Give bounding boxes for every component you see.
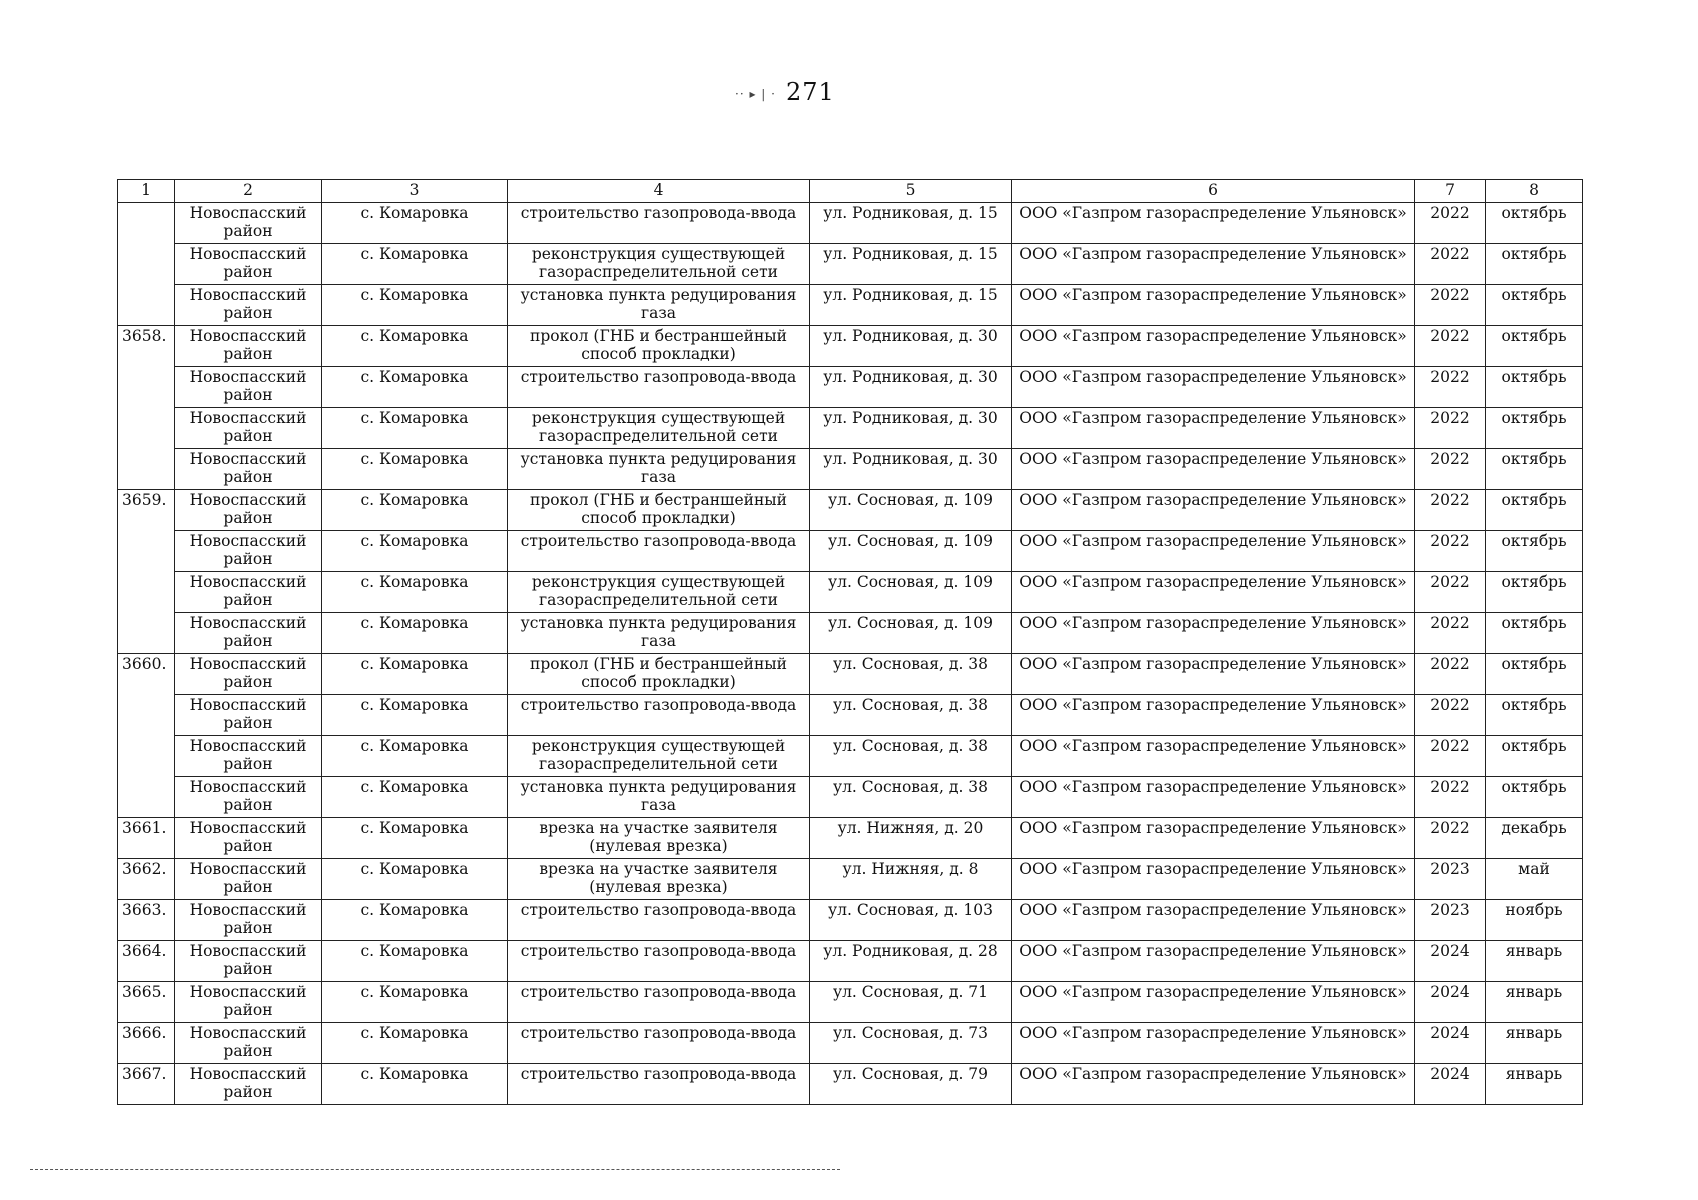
cell-settlement: с. Комаровка — [322, 367, 508, 408]
cell-organization: ООО «Газпром газораспределение Ульяновск» — [1012, 654, 1415, 695]
cell-organization: ООО «Газпром газораспределение Ульяновск» — [1012, 1064, 1415, 1105]
cell-organization: ООО «Газпром газораспределение Ульяновск» — [1012, 613, 1415, 654]
cell-month: октябрь — [1486, 244, 1583, 285]
cell-organization: ООО «Газпром газораспределение Ульяновск» — [1012, 285, 1415, 326]
cell-settlement: с. Комаровка — [322, 203, 508, 244]
cell-year: 2022 — [1415, 572, 1486, 613]
cell-settlement: с. Комаровка — [322, 531, 508, 572]
cell-district: Новоспасский район — [175, 818, 322, 859]
page-bottom-rule — [30, 1169, 840, 1170]
cell-work: прокол (ГНБ и бестраншейный способ прокладки) — [508, 326, 810, 367]
cell-district: Новоспасский район — [175, 695, 322, 736]
cell-organization: ООО «Газпром газораспределение Ульяновск» — [1012, 859, 1415, 900]
cell-organization: ООО «Газпром газораспределение Ульяновск» — [1012, 900, 1415, 941]
table-row — [118, 654, 1583, 695]
cell-work: установка пункта редуцирования газа — [508, 285, 810, 326]
table-row — [118, 695, 1583, 736]
cell-month: октябрь — [1486, 736, 1583, 777]
cell-year: 2022 — [1415, 777, 1486, 818]
cell-organization: ООО «Газпром газораспределение Ульяновск» — [1012, 736, 1415, 777]
cell-settlement: с. Комаровка — [322, 244, 508, 285]
cell-organization: ООО «Газпром газораспределение Ульяновск» — [1012, 203, 1415, 244]
column-header: 7 — [1415, 180, 1486, 203]
page-number — [735, 78, 835, 106]
cell-settlement: с. Комаровка — [322, 982, 508, 1023]
cell-organization: ООО «Газпром газораспределение Ульяновск» — [1012, 941, 1415, 982]
cell-district: Новоспасский район — [175, 408, 322, 449]
cell-address: ул. Нижняя, д. 8 — [810, 859, 1012, 900]
cell-organization: ООО «Газпром газораспределение Ульяновск» — [1012, 244, 1415, 285]
cell-month: ноябрь — [1486, 900, 1583, 941]
cell-work: установка пункта редуцирования газа — [508, 777, 810, 818]
cell-year: 2022 — [1415, 367, 1486, 408]
cell-address: ул. Родниковая, д. 30 — [810, 326, 1012, 367]
cell-month: октябрь — [1486, 408, 1583, 449]
cell-district: Новоспасский район — [175, 736, 322, 777]
cell-district: Новоспасский район — [175, 203, 322, 244]
cell-year: 2022 — [1415, 408, 1486, 449]
table-row — [118, 490, 1583, 531]
cell-number: 3659. — [118, 490, 175, 654]
cell-settlement: с. Комаровка — [322, 941, 508, 982]
cell-address: ул. Сосновая, д. 73 — [810, 1023, 1012, 1064]
cell-work: прокол (ГНБ и бестраншейный способ прокладки) — [508, 490, 810, 531]
cell-work: реконструкция существующей газораспределительной сети — [508, 408, 810, 449]
cell-month: январь — [1486, 1023, 1583, 1064]
cell-year: 2022 — [1415, 654, 1486, 695]
cell-district: Новоспасский район — [175, 859, 322, 900]
cell-month: январь — [1486, 941, 1583, 982]
cell-district: Новоспасский район — [175, 490, 322, 531]
cell-year: 2022 — [1415, 531, 1486, 572]
table-row — [118, 531, 1583, 572]
column-header: 8 — [1486, 180, 1583, 203]
cell-district: Новоспасский район — [175, 777, 322, 818]
cell-year: 2022 — [1415, 285, 1486, 326]
cell-month: октябрь — [1486, 613, 1583, 654]
cell-month: октябрь — [1486, 531, 1583, 572]
cell-number: 3658. — [118, 326, 175, 490]
cell-month: октябрь — [1486, 777, 1583, 818]
cell-organization: ООО «Газпром газораспределение Ульяновск» — [1012, 408, 1415, 449]
table-row — [118, 326, 1583, 367]
cell-month: октябрь — [1486, 490, 1583, 531]
cell-district: Новоспасский район — [175, 285, 322, 326]
cell-district: Новоспасский район — [175, 941, 322, 982]
column-header: 2 — [175, 180, 322, 203]
cell-district: Новоспасский район — [175, 654, 322, 695]
cell-month: январь — [1486, 982, 1583, 1023]
cell-work: строительство газопровода-ввода — [508, 1064, 810, 1105]
cell-settlement: с. Комаровка — [322, 613, 508, 654]
cell-address: ул. Сосновая, д. 38 — [810, 777, 1012, 818]
cell-district: Новоспасский район — [175, 244, 322, 285]
cell-address: ул. Родниковая, д. 28 — [810, 941, 1012, 982]
table-row — [118, 900, 1583, 941]
column-header: 4 — [508, 180, 810, 203]
cell-year: 2022 — [1415, 818, 1486, 859]
cell-settlement: с. Комаровка — [322, 859, 508, 900]
table-row — [118, 859, 1583, 900]
cell-organization: ООО «Газпром газораспределение Ульяновск» — [1012, 982, 1415, 1023]
cell-work: реконструкция существующей газораспределительной сети — [508, 572, 810, 613]
cell-settlement: с. Комаровка — [322, 572, 508, 613]
cell-settlement: с. Комаровка — [322, 449, 508, 490]
table-row — [118, 777, 1583, 818]
cell-number: 3666. — [118, 1023, 175, 1064]
cell-address: ул. Нижняя, д. 20 — [810, 818, 1012, 859]
cell-month: октябрь — [1486, 695, 1583, 736]
table-row — [118, 285, 1583, 326]
cell-number: 3663. — [118, 900, 175, 941]
cell-year: 2022 — [1415, 695, 1486, 736]
cell-district: Новоспасский район — [175, 1064, 322, 1105]
cell-address: ул. Родниковая, д. 15 — [810, 203, 1012, 244]
cell-address: ул. Сосновая, д. 79 — [810, 1064, 1012, 1105]
cell-organization: ООО «Газпром газораспределение Ульяновск» — [1012, 367, 1415, 408]
cell-year: 2023 — [1415, 900, 1486, 941]
table-row — [118, 203, 1583, 244]
cell-district: Новоспасский район — [175, 449, 322, 490]
cell-number: 3661. — [118, 818, 175, 859]
cell-address: ул. Сосновая, д. 38 — [810, 654, 1012, 695]
cell-address: ул. Сосновая, д. 109 — [810, 531, 1012, 572]
cell-organization: ООО «Газпром газораспределение Ульяновск» — [1012, 1023, 1415, 1064]
table-row — [118, 982, 1583, 1023]
cell-work: установка пункта редуцирования газа — [508, 449, 810, 490]
cell-month: октябрь — [1486, 203, 1583, 244]
cell-month: январь — [1486, 1064, 1583, 1105]
cell-year: 2022 — [1415, 244, 1486, 285]
cell-work: строительство газопровода-ввода — [508, 1023, 810, 1064]
cell-organization: ООО «Газпром газораспределение Ульяновск» — [1012, 531, 1415, 572]
cell-work: строительство газопровода-ввода — [508, 367, 810, 408]
header-row — [118, 180, 1583, 203]
table-row — [118, 1064, 1583, 1105]
cell-settlement: с. Комаровка — [322, 1064, 508, 1105]
cell-number: 3665. — [118, 982, 175, 1023]
cell-address: ул. Сосновая, д. 109 — [810, 572, 1012, 613]
cell-work: врезка на участке заявителя (нулевая врезка) — [508, 818, 810, 859]
cell-work: врезка на участке заявителя (нулевая врезка) — [508, 859, 810, 900]
scan-marks: ·· ▸ | · — [735, 86, 776, 101]
cell-work: строительство газопровода-ввода — [508, 695, 810, 736]
cell-district: Новоспасский район — [175, 572, 322, 613]
cell-settlement: с. Комаровка — [322, 777, 508, 818]
cell-month: октябрь — [1486, 285, 1583, 326]
cell-settlement: с. Комаровка — [322, 818, 508, 859]
cell-address: ул. Родниковая, д. 15 — [810, 285, 1012, 326]
cell-organization: ООО «Газпром газораспределение Ульяновск» — [1012, 572, 1415, 613]
cell-year: 2022 — [1415, 490, 1486, 531]
cell-settlement: с. Комаровка — [322, 695, 508, 736]
cell-organization: ООО «Газпром газораспределение Ульяновск» — [1012, 490, 1415, 531]
cell-settlement: с. Комаровка — [322, 490, 508, 531]
cell-year: 2024 — [1415, 982, 1486, 1023]
column-header: 6 — [1012, 180, 1415, 203]
cell-number: 3660. — [118, 654, 175, 818]
cell-month: декабрь — [1486, 818, 1583, 859]
cell-organization: ООО «Газпром газораспределение Ульяновск» — [1012, 449, 1415, 490]
table-body — [118, 203, 1583, 1105]
cell-month: октябрь — [1486, 326, 1583, 367]
cell-settlement: с. Комаровка — [322, 654, 508, 695]
cell-work: строительство газопровода-ввода — [508, 982, 810, 1023]
cell-year: 2022 — [1415, 203, 1486, 244]
cell-number: 3667. — [118, 1064, 175, 1105]
cell-address: ул. Сосновая, д. 103 — [810, 900, 1012, 941]
cell-month: октябрь — [1486, 572, 1583, 613]
cell-district: Новоспасский район — [175, 613, 322, 654]
cell-district: Новоспасский район — [175, 900, 322, 941]
cell-address: ул. Сосновая, д. 38 — [810, 736, 1012, 777]
table-row — [118, 572, 1583, 613]
cell-settlement: с. Комаровка — [322, 736, 508, 777]
cell-work: реконструкция существующей газораспределительной сети — [508, 736, 810, 777]
cell-work: прокол (ГНБ и бестраншейный способ прокладки) — [508, 654, 810, 695]
table-row — [118, 449, 1583, 490]
table-row — [118, 408, 1583, 449]
cell-year: 2022 — [1415, 613, 1486, 654]
cell-organization: ООО «Газпром газораспределение Ульяновск» — [1012, 777, 1415, 818]
column-header: 1 — [118, 180, 175, 203]
cell-district: Новоспасский район — [175, 531, 322, 572]
cell-work: строительство газопровода-ввода — [508, 941, 810, 982]
cell-year: 2022 — [1415, 736, 1486, 777]
cell-address: ул. Родниковая, д. 15 — [810, 244, 1012, 285]
cell-work: строительство газопровода-ввода — [508, 203, 810, 244]
cell-district: Новоспасский район — [175, 982, 322, 1023]
cell-month: октябрь — [1486, 654, 1583, 695]
cell-number — [118, 203, 175, 326]
cell-settlement: с. Комаровка — [322, 1023, 508, 1064]
cell-work: установка пункта редуцирования газа — [508, 613, 810, 654]
cell-number: 3662. — [118, 859, 175, 900]
cell-settlement: с. Комаровка — [322, 285, 508, 326]
cell-year: 2022 — [1415, 326, 1486, 367]
column-header: 5 — [810, 180, 1012, 203]
cell-address: ул. Сосновая, д. 109 — [810, 613, 1012, 654]
table-row — [118, 244, 1583, 285]
cell-work: реконструкция существующей газораспределительной сети — [508, 244, 810, 285]
cell-address: ул. Родниковая, д. 30 — [810, 367, 1012, 408]
cell-work: строительство газопровода-ввода — [508, 531, 810, 572]
cell-organization: ООО «Газпром газораспределение Ульяновск» — [1012, 695, 1415, 736]
cell-address: ул. Сосновая, д. 71 — [810, 982, 1012, 1023]
cell-address: ул. Сосновая, д. 38 — [810, 695, 1012, 736]
cell-settlement: с. Комаровка — [322, 900, 508, 941]
cell-year: 2024 — [1415, 941, 1486, 982]
cell-year: 2022 — [1415, 449, 1486, 490]
table-row — [118, 1023, 1583, 1064]
cell-year: 2024 — [1415, 1023, 1486, 1064]
cell-address: ул. Сосновая, д. 109 — [810, 490, 1012, 531]
column-header: 3 — [322, 180, 508, 203]
page-number-value: 271 — [785, 78, 835, 106]
cell-district: Новоспасский район — [175, 326, 322, 367]
cell-organization: ООО «Газпром газораспределение Ульяновск» — [1012, 818, 1415, 859]
table-row — [118, 736, 1583, 777]
cell-settlement: с. Комаровка — [322, 408, 508, 449]
cell-address: ул. Родниковая, д. 30 — [810, 408, 1012, 449]
cell-number: 3664. — [118, 941, 175, 982]
cell-month: октябрь — [1486, 367, 1583, 408]
cell-year: 2023 — [1415, 859, 1486, 900]
table-row — [118, 367, 1583, 408]
cell-settlement: с. Комаровка — [322, 326, 508, 367]
table-row — [118, 818, 1583, 859]
cell-district: Новоспасский район — [175, 1023, 322, 1064]
cell-month: октябрь — [1486, 449, 1583, 490]
cell-work: строительство газопровода-ввода — [508, 900, 810, 941]
cell-address: ул. Родниковая, д. 30 — [810, 449, 1012, 490]
table-row — [118, 941, 1583, 982]
cell-month: май — [1486, 859, 1583, 900]
data-table — [117, 179, 1583, 1105]
cell-district: Новоспасский район — [175, 367, 322, 408]
cell-organization: ООО «Газпром газораспределение Ульяновск» — [1012, 326, 1415, 367]
cell-year: 2024 — [1415, 1064, 1486, 1105]
table-row — [118, 613, 1583, 654]
